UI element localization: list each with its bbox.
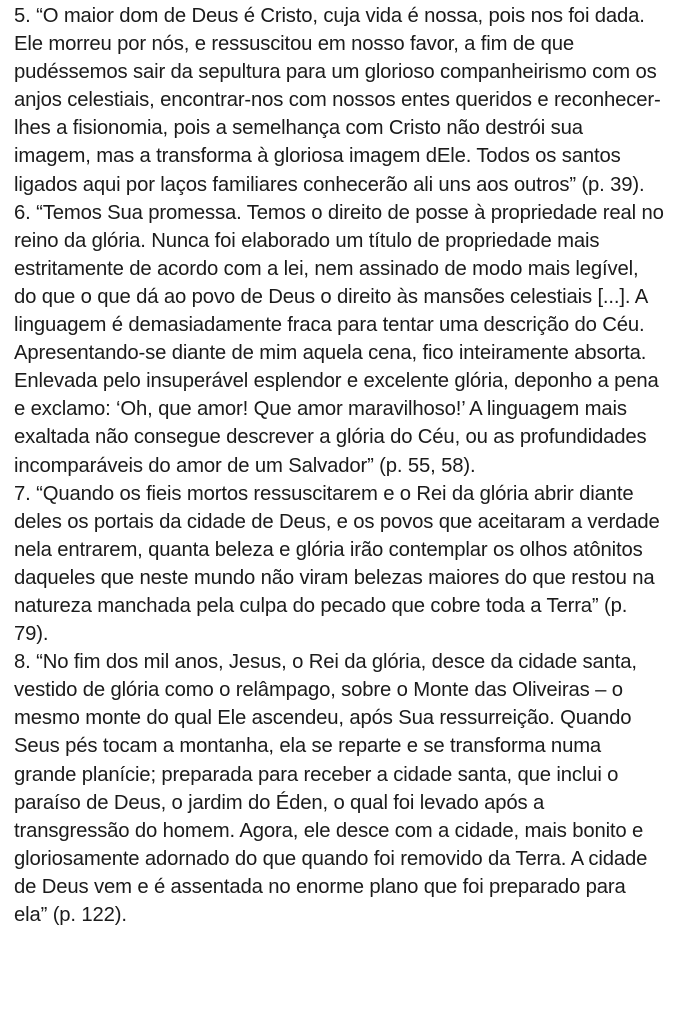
paragraph-7: 7. “Quando os fieis mortos ressuscitarem e o Rei da glória abrir diante deles os portais da cidade de Deus, e os povos que aceitaram a verdade nela entrarem, quanta beleza e glória irão contemplar os olhos atônitos daqueles que neste mundo não viram belezas maiores do que restou na natureza manchada pela culpa do pecado que cobre toda a Terra” (p. 79).: [14, 482, 660, 646]
paragraph-6: 6. “Temos Sua promessa. Temos o direito de posse à propriedade real no reino da glória. Nunca foi elaborado um título de propriedade mais estritamente de acordo com a lei, nem assinado de modo mais legível, do que o que dá ao povo de Deus o direito às mansões celestiais [...]. A linguagem é demasiadamente fraca para tentar uma descrição do Céu. Apresentando-se diante de mim aquela cena, fico inteiramente absorta. Enlevada pelo insuperável esplendor e excelente glória, deponho a pena e exclamo: ‘Oh, que amor! Que amor maravilhoso!’ A linguagem mais exaltada não consegue descrever a glória do Céu, ou as profundidades incomparáveis do amor de um Salvador” (p. 55, 58).: [14, 201, 664, 477]
document-text: [14, 2, 664, 929]
paragraph-8: 8. “No fim dos mil anos, Jesus, o Rei da glória, desce da cidade santa, vestido de glória como o relâmpago, sobre o Monte das Oliveiras – o mesmo monte do qual Ele ascendeu, após Sua ressurreição. Quando Seus pés tocam a montanha, ela se reparte e se transforma numa grande planície; preparada para receber a cidade santa, que inclui o paraíso de Deus, o jardim do Éden, o qual foi levado após a transgressão do homem. Agora, ele desce com a cidade, mais bonito e gloriosamente adornado do que quando foi removido da Terra. A cidade de Deus vem e é assentada no enorme plano que foi preparado para ela” (p. 122).: [14, 651, 648, 926]
paragraph-5: 5. “O maior dom de Deus é Cristo, cuja vida é nossa, pois nos foi dada. Ele morreu por nós, e ressuscitou em nosso favor, a fim de que pudéssemos sair da sepultura para um glorioso companheirismo com os anjos celestiais, encontrar-nos com nossos entes queridos e reconhecer-lhes a fisionomia, pois a semelhança com Cristo não destrói sua imagem, mas a transforma à gloriosa imagem dEle. Todos os santos ligados aqui por laços familiares conhecerão ali uns aos outros” (p. 39).: [14, 5, 661, 196]
